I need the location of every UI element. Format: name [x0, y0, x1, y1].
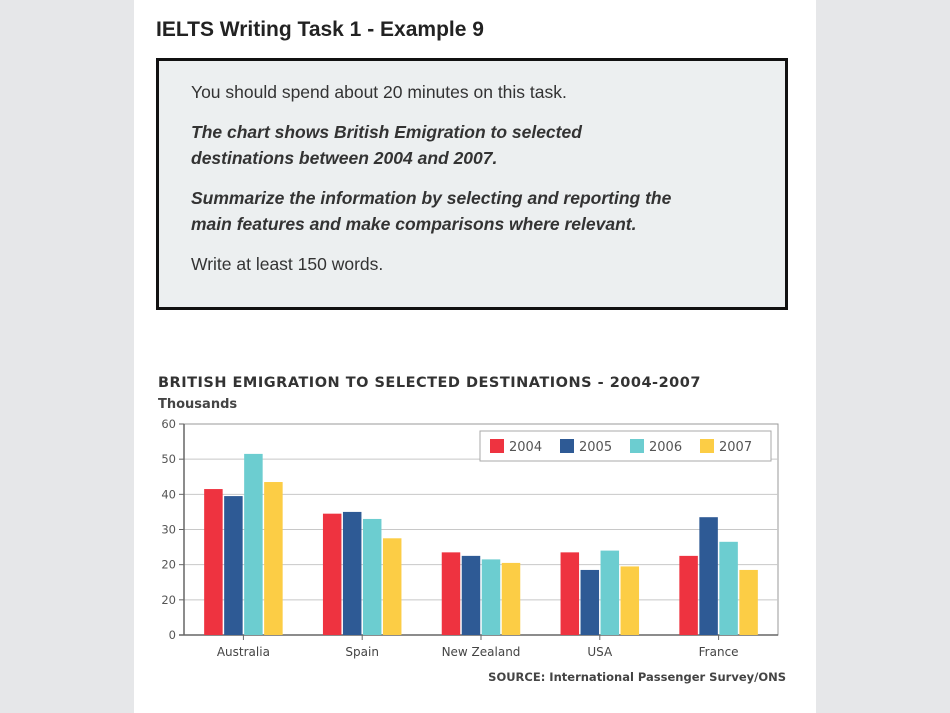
bar-france-2004: [679, 556, 698, 635]
page-title: IELTS Writing Task 1 - Example 9: [156, 18, 484, 41]
y-tick-label: 0: [168, 628, 176, 642]
word-count-instruction: Write at least 150 words.: [191, 254, 384, 274]
x-tick-label: Australia: [216, 645, 270, 659]
x-tick-label: Spain: [345, 645, 379, 659]
y-tick-label: 40: [161, 487, 176, 502]
bar-australia-2007: [264, 482, 283, 635]
bar-new-zealand-2004: [442, 552, 461, 635]
bar-spain-2007: [383, 538, 402, 635]
bar-new-zealand-2005: [462, 556, 481, 635]
bar-france-2006: [719, 542, 738, 635]
legend-label-2005: 2005: [579, 440, 613, 455]
legend-swatch-2006: [630, 439, 644, 453]
legend-swatch-2004: [490, 439, 504, 453]
bar-usa-2004: [561, 552, 580, 635]
bar-spain-2005: [343, 512, 362, 635]
legend-label-2004: 2004: [509, 440, 543, 455]
x-tick-label: France: [698, 645, 739, 659]
bar-australia-2006: [244, 454, 263, 635]
chart-description-line-2: destinations between 2004 and 2007.: [191, 148, 498, 168]
legend-label-2007: 2007: [719, 440, 753, 455]
bar-usa-2007: [621, 566, 640, 635]
summary-instruction-line-2: main features and make comparisons where relevant.: [191, 214, 637, 234]
bar-new-zealand-2006: [482, 559, 501, 635]
x-tick-label: New Zealand: [441, 645, 521, 659]
bar-new-zealand-2007: [502, 563, 521, 635]
bar-australia-2004: [204, 489, 223, 635]
legend-swatch-2007: [700, 439, 714, 453]
bar-usa-2006: [601, 551, 620, 635]
chart-description-line-1: The chart shows British Emigration to selected: [191, 122, 582, 142]
legend-label-2006: 2006: [649, 440, 683, 455]
y-tick-label: 50: [161, 452, 176, 467]
chart-title: BRITISH EMIGRATION TO SELECTED DESTINATIONS - 2004-2007: [158, 375, 701, 391]
bar-spain-2004: [323, 514, 342, 635]
y-tick-label: 20: [161, 592, 176, 607]
bar-chart: [134, 0, 816, 713]
worksheet-page: [134, 0, 816, 713]
bar-australia-2005: [224, 496, 243, 635]
bar-spain-2006: [363, 519, 382, 635]
bar-france-2007: [739, 570, 758, 635]
y-axis-unit-label: Thousands: [158, 397, 238, 412]
y-tick-label: 60: [161, 417, 176, 431]
y-tick-label: 30: [161, 522, 176, 537]
summary-instruction-line-1: Summarize the information by selecting and reporting the: [191, 188, 672, 208]
time-instruction: You should spend about 20 minutes on this task.: [191, 82, 567, 102]
y-tick-label: 20: [161, 557, 176, 572]
chart-source: SOURCE: International Passenger Survey/ONS: [488, 670, 786, 684]
bar-usa-2005: [581, 570, 600, 635]
bar-france-2005: [699, 517, 718, 635]
x-tick-label: USA: [587, 645, 613, 659]
legend-swatch-2005: [560, 439, 574, 453]
